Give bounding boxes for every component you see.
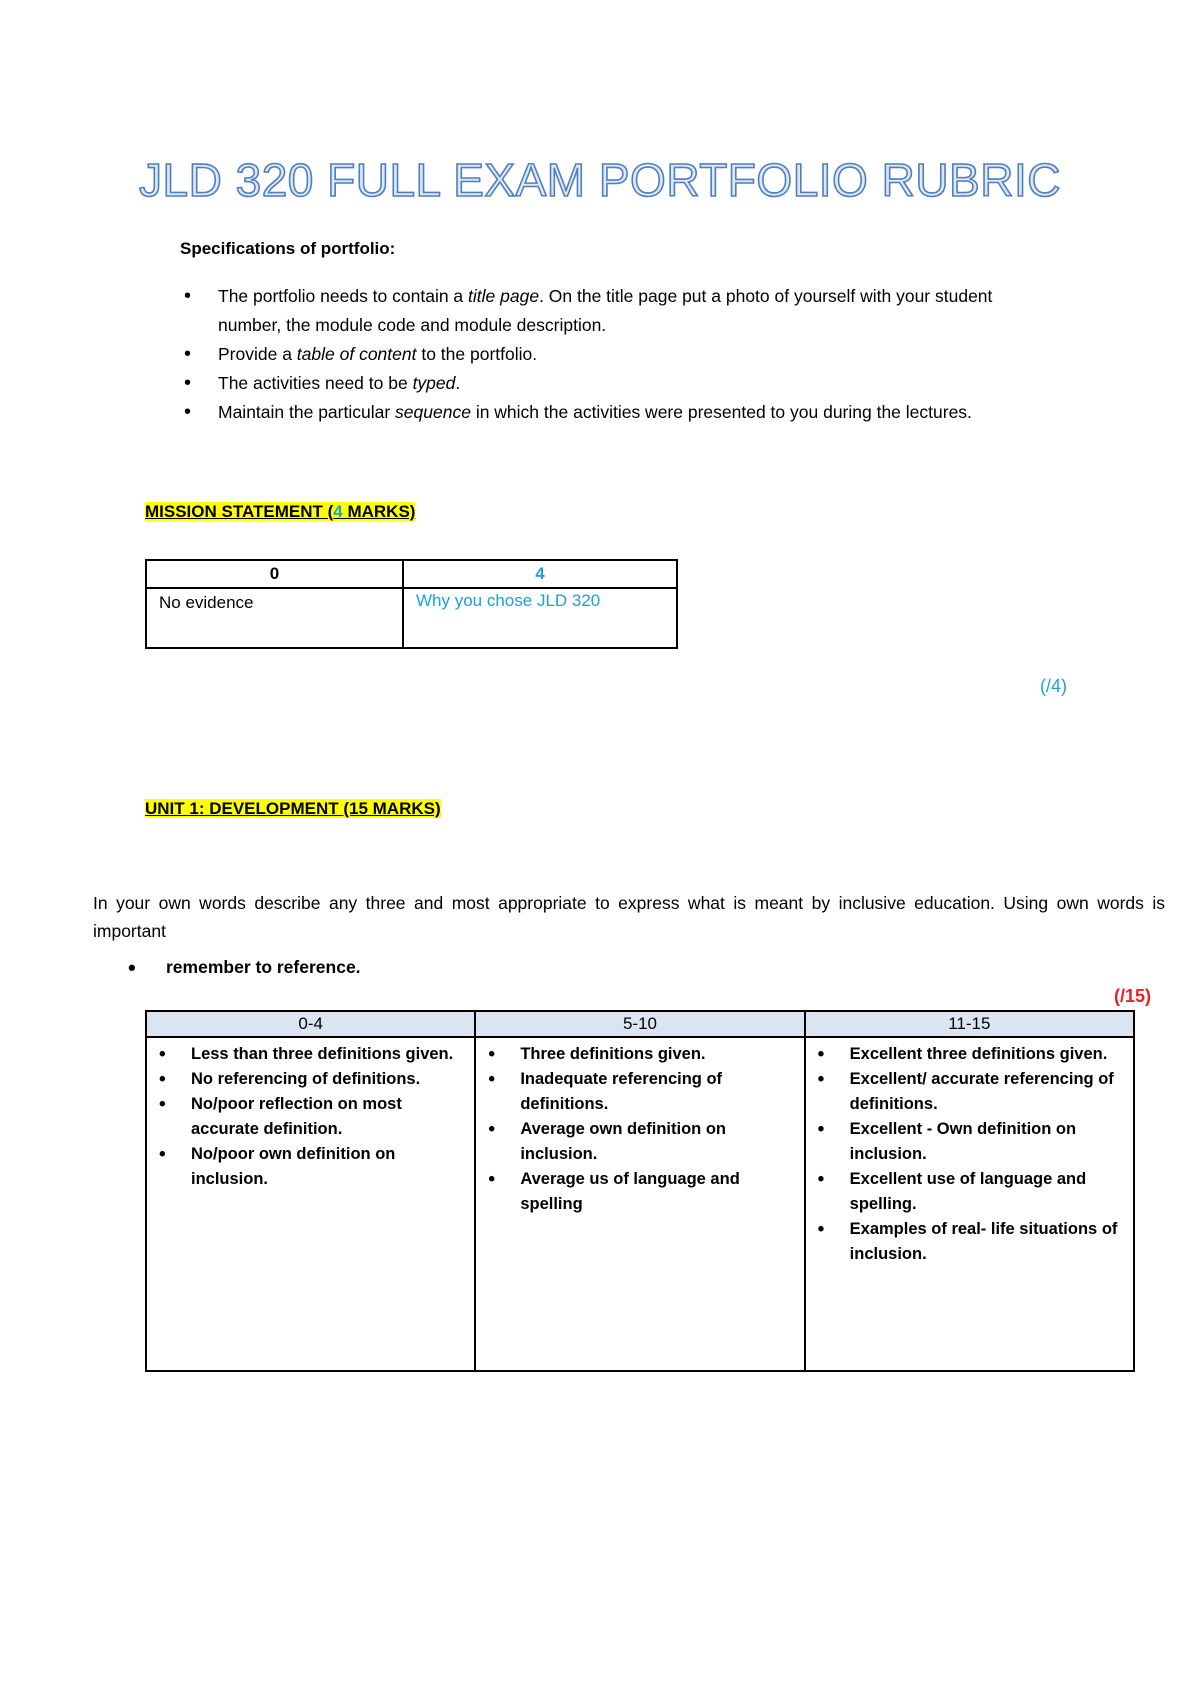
- mission-col-header-4: 4: [403, 560, 677, 588]
- list-item: • Inadequate referencing of definitions.: [484, 1067, 791, 1117]
- mission-cell-no-evidence: No evidence: [146, 588, 403, 648]
- list-item: • Average own definition on inclusion.: [484, 1117, 791, 1167]
- rubric-cell-5-10: [475, 1037, 804, 1371]
- mission-score: (/4): [1040, 676, 1067, 696]
- rubric-cell-11-15: [805, 1037, 1134, 1371]
- unit1-heading: UNIT 1: DEVELOPMENT (15 MARKS): [145, 799, 441, 818]
- unit1-instruction: In your own words describe any three and most appropriate to express what is meant by inclusive education. Using own words is important: [93, 893, 1165, 941]
- unit1-bullet: • remember to reference.: [128, 955, 361, 980]
- rubric-cell-0-4: [146, 1037, 475, 1371]
- list-item: • Examples of real- life situations of inclusion.: [814, 1217, 1121, 1267]
- bullet-icon: •: [128, 955, 136, 980]
- spec-item: • The activities need to be typed.: [182, 369, 1032, 398]
- list-item: • Average us of language and spelling: [484, 1167, 791, 1217]
- rubric-header-5-10: 5-10: [475, 1011, 804, 1037]
- mission-statement-heading: MISSION STATEMENT (4 MARKS): [145, 502, 416, 521]
- spec-item: • Provide a table of content to the portfolio.: [182, 340, 1032, 369]
- unit1-score: (/15): [1114, 986, 1152, 1006]
- list-item: • Excellent use of language and spelling.: [814, 1167, 1121, 1217]
- spec-item: • Maintain the particular sequence in which the activities were presented to you during the lectures.: [182, 398, 1032, 427]
- list-item: • Less than three definitions given.: [155, 1042, 462, 1067]
- list-item: • Excellent - Own definition on inclusion.: [814, 1117, 1121, 1167]
- mission-cell-why-chose: Why you chose JLD 320: [403, 588, 677, 648]
- list-item: • Three definitions given.: [484, 1042, 791, 1067]
- spec-item: • The portfolio needs to contain a title page. On the title page put a photo of yourself with your student number, the module code and module description.: [182, 282, 1032, 340]
- rubric-header-11-15: 11-15: [805, 1011, 1134, 1037]
- specifications-heading: Specifications of portfolio:: [180, 239, 396, 258]
- mission-col-header-0: 0: [146, 560, 403, 588]
- list-item: • No/poor own definition on inclusion.: [155, 1142, 462, 1192]
- mission-statement-table: [145, 559, 678, 649]
- unit1-rubric-table: [145, 1010, 1135, 1372]
- rubric-header-0-4: 0-4: [146, 1011, 475, 1037]
- list-item: • Excellent/ accurate referencing of definitions.: [814, 1067, 1121, 1117]
- specifications-list: [182, 282, 1032, 427]
- list-item: • No/poor reflection on most accurate definition.: [155, 1092, 462, 1142]
- list-item: • Excellent three definitions given.: [814, 1042, 1121, 1067]
- list-item: • No referencing of definitions.: [155, 1067, 462, 1092]
- document-title: JLD 320 FULL EXAM PORTFOLIO RUBRIC: [139, 154, 1061, 206]
